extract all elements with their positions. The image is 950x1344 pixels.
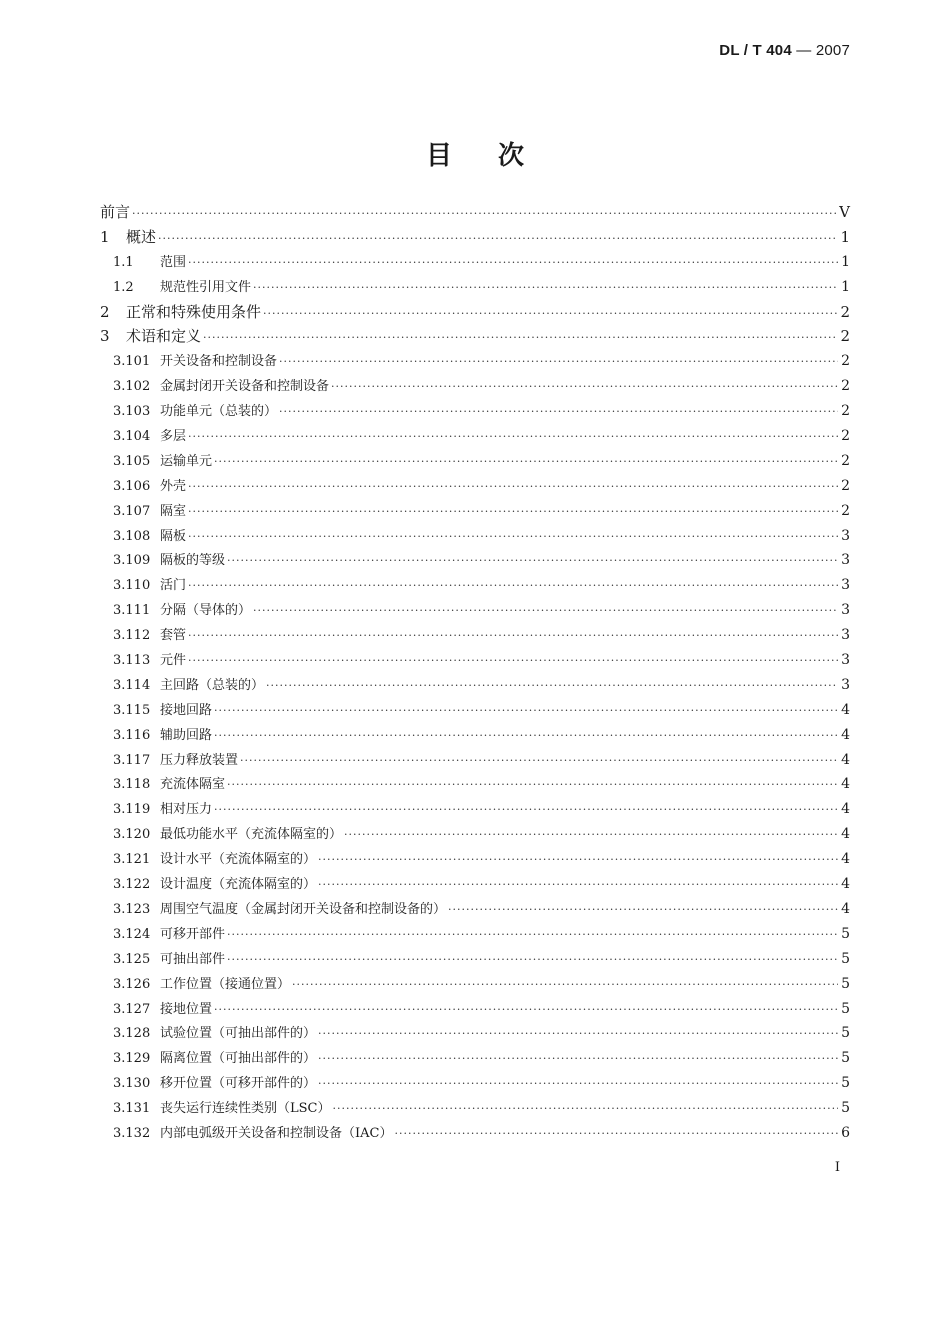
toc-entry-page: 3 [841,552,850,569]
toc-entry-page: 2 [840,302,850,321]
toc-entry[interactable] [100,349,850,374]
toc-entry[interactable] [100,524,850,549]
toc-dot-leader [318,1072,838,1097]
toc-entry-number: 3.108 [113,528,151,544]
toc-entry-page: 1 [841,253,850,270]
toc-entry-title: 范围 [160,254,187,270]
toc-entry-page: 2 [841,353,850,370]
toc-entry-page: 2 [841,452,850,469]
toc-dot-leader [279,350,838,375]
toc-entry-page: 4 [841,900,850,917]
toc-entry[interactable] [100,424,850,449]
toc-dot-leader [263,302,838,327]
toc-entry[interactable] [100,822,850,847]
toc-entry-page: 5 [841,1050,850,1067]
toc-entry-title: 相对压力 [160,802,213,818]
toc-dot-leader [344,823,838,848]
toc-entry-title: 丧失运行连续性类别（LSC） [160,1101,331,1117]
toc-entry-number: 3.109 [113,553,151,569]
toc-entry-title: 周围空气温度（金属封闭开关设备和控制设备的） [160,901,447,917]
toc-entry-number: 3.102 [113,379,151,395]
toc-entry-number: 3.107 [113,503,151,519]
toc-dot-leader [188,649,838,674]
toc-entry-number: 3.122 [113,877,151,893]
toc-entry-number: 3.118 [113,777,151,793]
toc-entry-page: 3 [841,652,850,669]
toc-entry-page: 4 [841,851,850,868]
toc-entry-page: 2 [841,378,850,395]
toc-entry-page: 4 [841,826,850,843]
toc-entry-title: 设计水平（充流体隔室的） [160,852,317,868]
toc-entry[interactable] [100,548,850,573]
toc-entry-number: 3 [100,327,110,346]
toc-dot-leader [394,1122,838,1147]
toc-entry-number: 3.129 [113,1051,151,1067]
toc-dot-leader [132,202,837,227]
toc-entry-title: 功能单元（总装的） [160,404,278,420]
toc-entry-title: 辅助回路 [160,727,213,743]
toc-entry[interactable] [100,250,850,275]
toc-dot-leader [188,500,838,525]
toc-entry-number: 3.121 [113,852,151,868]
page-title: 目次 [425,141,570,172]
toc-entry-page: 5 [841,950,850,967]
toc-entry-number: 3.101 [113,354,151,370]
toc-entry-page: 2 [841,477,850,494]
toc-entry-page: 2 [840,327,850,346]
toc-entry-page: 3 [841,577,850,594]
toc-entry-page: 5 [841,925,850,942]
toc-entry[interactable] [100,275,850,300]
toc-dot-leader [253,599,838,624]
toc-dot-leader [214,699,838,724]
toc-dot-leader [240,749,838,774]
toc-entry-page: 4 [841,751,850,768]
toc-dot-leader [214,798,838,823]
toc-entry[interactable] [100,648,850,673]
toc-entry[interactable] [100,300,850,325]
toc-entry-title: 术语和定义 [126,327,202,346]
toc-dot-leader [331,375,838,400]
standard-code: DL / T 404 [719,42,792,59]
toc-dot-leader [318,848,838,873]
toc-entry[interactable] [100,972,850,997]
toc-entry-title: 开关设备和控制设备 [160,354,278,370]
toc-entry-title: 试验位置（可抽出部件的） [160,1026,317,1042]
toc-dot-leader [214,998,838,1023]
toc-entry-number: 2 [100,302,110,321]
standard-code-header [719,42,850,59]
toc-entry-title: 外壳 [160,478,187,494]
toc-entry-number: 1 [100,227,110,246]
toc-entry-page: 1 [841,278,850,295]
toc-entry[interactable] [100,623,850,648]
toc-entry-page: 4 [841,801,850,818]
page-number: I [834,1160,840,1175]
toc-entry-number: 3.106 [113,478,151,494]
toc-entry[interactable] [100,200,850,225]
toc-entry-title: 内部电弧级开关设备和控制设备（IAC） [160,1125,393,1141]
toc-entry-page: 3 [841,676,850,693]
toc-entry-page: 4 [841,776,850,793]
toc-entry-page: 4 [841,876,850,893]
toc-entry-title: 活门 [160,578,187,594]
toc-entry-number: 3.123 [113,901,151,917]
toc-entry-number: 3.111 [113,603,151,619]
toc-entry-number: 3.104 [113,429,151,445]
toc-entry[interactable] [100,324,850,349]
toc-dot-leader [266,674,838,699]
toc-entry-number: 3.112 [113,628,151,644]
toc-entry[interactable] [100,997,850,1022]
toc-entry-title: 正常和特殊使用条件 [126,302,262,321]
toc-entry-title: 规范性引用文件 [160,279,252,295]
toc-entry-title: 可移开部件 [160,926,226,942]
toc-dot-leader [227,948,838,973]
toc-entry-number: 3.132 [113,1125,151,1141]
toc-dot-leader [292,973,838,998]
toc-entry-title: 隔板的等级 [160,553,226,569]
toc-entry-page: 1 [840,227,850,246]
toc-entry-title: 工作位置（接通位置） [160,976,291,992]
toc-entry-page: 5 [841,1025,850,1042]
toc-entry-page: 5 [841,975,850,992]
toc-entry[interactable] [100,797,850,822]
toc-dot-leader [203,326,838,351]
toc-entry-page: 5 [841,1000,850,1017]
toc-entry[interactable] [100,772,850,797]
toc-entry-title: 分隔（导体的） [160,603,252,619]
toc-entry[interactable] [100,573,850,598]
toc-entry-title: 压力释放装置 [160,752,239,768]
toc-entry[interactable] [100,1021,850,1046]
toc-entry-number: 3.115 [113,702,151,718]
toc-entry-page: 4 [841,701,850,718]
toc-entry[interactable] [100,847,850,872]
toc-entry-title: 隔板 [160,528,187,544]
toc-entry-title: 移开位置（可移开部件的） [160,1076,317,1092]
toc-entry[interactable] [100,474,850,499]
toc-entry[interactable] [100,947,850,972]
toc-dot-leader [227,923,838,948]
toc-entry-title: 最低功能水平（充流体隔室的） [160,827,343,843]
toc-dot-leader [188,624,838,649]
toc-dot-leader [333,1097,839,1122]
toc-entry-title: 前言 [100,203,131,221]
toc-entry[interactable] [100,922,850,947]
toc-dot-leader [214,724,838,749]
toc-entry-title: 接地位置 [160,1001,213,1017]
toc-dot-leader [214,450,838,475]
toc-entry-title: 概述 [126,227,157,246]
toc-entry[interactable] [100,449,850,474]
toc-entry-title: 套管 [160,628,187,644]
toc-entry-title: 隔室 [160,503,187,519]
toc-entry-number: 3.117 [113,752,151,768]
toc-entry[interactable] [100,399,850,424]
toc-entry-title: 隔离位置（可抽出部件的） [160,1051,317,1067]
toc-entry-page: 3 [841,602,850,619]
toc-entry-number: 3.124 [113,926,151,942]
toc-entry-page: 2 [841,428,850,445]
toc-entry-number: 3.127 [113,1001,151,1017]
toc-entry-number: 3.130 [113,1076,151,1092]
toc-dot-leader [227,773,838,798]
toc-entry-number: 3.110 [113,578,151,594]
toc-entry-number: 3.116 [113,727,151,743]
toc-dot-leader [318,1047,838,1072]
table-of-contents [100,200,850,1146]
toc-entry-title: 主回路（总装的） [160,677,265,693]
toc-entry[interactable] [100,897,850,922]
toc-entry-page: 3 [841,527,850,544]
toc-entry-title: 设计温度（充流体隔室的） [160,877,317,893]
toc-dot-leader [279,400,838,425]
toc-entry-title: 元件 [160,653,187,669]
toc-dot-leader [253,276,838,301]
toc-dot-leader [448,898,838,923]
toc-entry[interactable] [100,748,850,773]
toc-entry-page: 6 [841,1124,850,1141]
toc-entry-number: 3.119 [113,802,151,818]
toc-dot-leader [227,549,838,574]
toc-entry-number: 3.113 [113,653,151,669]
toc-entry-number: 1.1 [113,254,134,270]
toc-entry-page: 5 [841,1100,850,1117]
toc-entry-title: 接地回路 [160,702,213,718]
toc-dot-leader [188,251,838,276]
toc-entry-page: 2 [841,502,850,519]
toc-entry[interactable] [100,723,850,748]
toc-entry-page: V [839,203,850,221]
toc-entry-page: 3 [841,627,850,644]
toc-entry[interactable] [100,1071,850,1096]
toc-entry-title: 可抽出部件 [160,951,226,967]
toc-entry-number: 1.2 [113,279,134,295]
toc-entry-number: 3.128 [113,1026,151,1042]
toc-dot-leader [188,525,838,550]
toc-entry-title: 运输单元 [160,453,213,469]
toc-entry-number: 3.105 [113,453,151,469]
standard-year: — 2007 [791,42,850,59]
toc-entry-page: 5 [841,1075,850,1092]
toc-dot-leader [318,873,838,898]
toc-entry[interactable] [100,374,850,399]
toc-entry-number: 3.114 [113,677,151,693]
toc-entry-number: 3.120 [113,827,151,843]
toc-dot-leader [318,1022,838,1047]
toc-entry[interactable] [100,598,850,623]
toc-entry-title: 多层 [160,429,187,445]
toc-dot-leader [158,227,838,252]
toc-dot-leader [188,425,838,450]
toc-entry[interactable] [100,1096,850,1121]
toc-entry[interactable] [100,698,850,723]
toc-dot-leader [188,475,838,500]
toc-entry-title: 金属封闭开关设备和控制设备 [160,379,330,395]
toc-entry-number: 3.131 [113,1101,151,1117]
toc-entry[interactable] [100,673,850,698]
toc-entry[interactable] [100,1046,850,1071]
toc-entry-number: 3.126 [113,976,151,992]
toc-entry-page: 2 [841,403,850,420]
toc-entry-title: 充流体隔室 [160,777,226,793]
toc-entry[interactable] [100,1121,850,1146]
toc-entry[interactable] [100,872,850,897]
toc-entry-number: 3.125 [113,951,151,967]
toc-entry-page: 4 [841,726,850,743]
toc-entry[interactable] [100,225,850,250]
toc-dot-leader [188,574,838,599]
toc-entry-number: 3.103 [113,404,151,420]
toc-entry[interactable] [100,499,850,524]
